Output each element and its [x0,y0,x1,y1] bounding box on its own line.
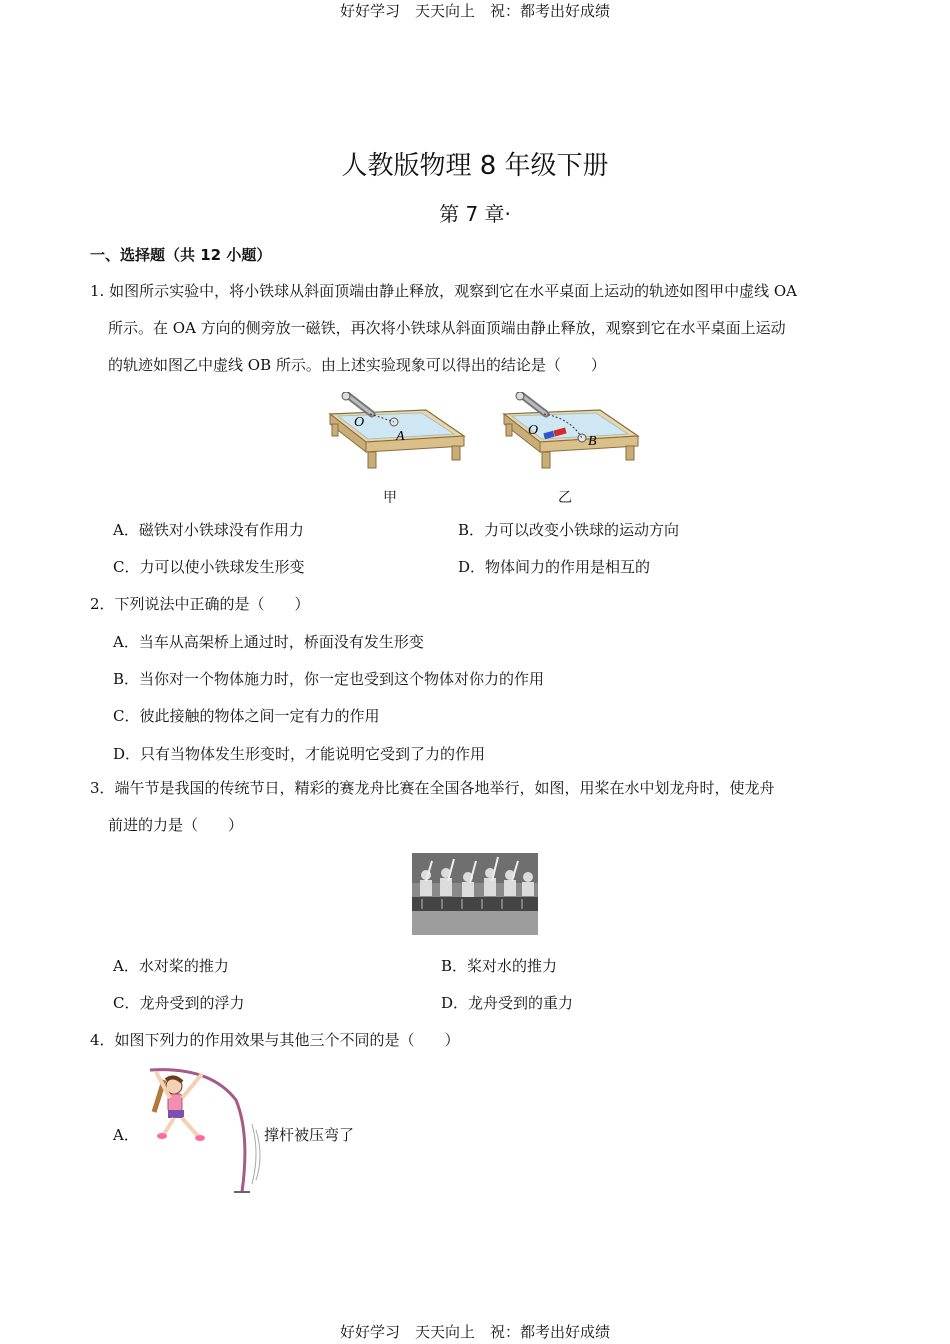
question-3 [90,770,870,844]
figure-caption-jia: 甲 [383,490,397,506]
question-1-line-1: 1. 如图所示实验中，将小铁球从斜面顶端由静止释放，观察到它在水平桌面上运动的轨迹如图甲中虚线 OA [90,282,797,300]
q2-option-b: B．当你对一个物体施力时，你一定也受到这个物体对你力的作用 [113,670,545,688]
point-label-o-2: O [528,423,539,438]
q2-option-d: D．只有当物体发生形变时，才能说明它受到了力的作用 [113,745,486,763]
q1-option-c: C．力可以使小铁球发生形变 [113,558,305,576]
q1-option-a: A．磁铁对小铁球没有作用力 [113,521,304,539]
ramp-table-figure-a [308,392,468,474]
question-3-line-1: 3．端午节是我国的传统节日，精彩的赛龙舟比赛在全国各地举行，如图，用桨在水中划龙舟时，使龙舟 [90,779,775,797]
q1-option-b: B．力可以改变小铁球的运动方向 [458,521,680,539]
ramp-table-figure-b [482,392,642,474]
page-title: 人教版物理 8 年级下册 [341,151,609,181]
page-footer: 好好学习 天天向上 祝：都考出好成绩 [339,1323,610,1341]
point-label-a: A [396,429,405,444]
q2-option-c: C．彼此接触的物体之间一定有力的作用 [113,707,380,725]
question-1-line-2: 所示。在 OA 方向的侧旁放一磁铁，再次将小铁球从斜面顶端由静止释放，观察到它在水平桌面上运动 [108,319,786,337]
figure-caption-yi: 乙 [558,490,572,506]
point-label-b: B [588,434,597,449]
question-1 [90,273,870,384]
q3-option-d: D．龙舟受到的重力 [441,994,574,1012]
q3-option-a: A．水对桨的推力 [113,957,229,975]
q4-option-a-text: 撑杆被压弯了 [264,1126,355,1144]
pole-vault-illustration [140,1064,264,1198]
section-heading: 一、选择题（共 12 小题） [90,246,272,264]
q1-option-d: D．物体间力的作用是相互的 [458,558,651,576]
question-2-stem: 2．下列说法中正确的是（ ） [90,595,310,613]
q3-option-c: C．龙舟受到的浮力 [113,994,245,1012]
page-header: 好好学习 天天向上 祝：都考出好成绩 [339,2,610,20]
question-1-line-3: 的轨迹如图乙中虚线 OB 所示。由上述实验现象可以得出的结论是（ ） [108,356,606,374]
page-subtitle: 第 7 章· [439,202,511,226]
dragon-boat-photo [412,853,538,935]
question-4-stem: 4．如图下列力的作用效果与其他三个不同的是（ ） [90,1031,460,1049]
q3-option-b: B．桨对水的推力 [441,957,558,975]
point-label-o: O [354,415,365,430]
question-3-line-2: 前进的力是（ ） [108,816,244,834]
q4-option-a-letter: A． [113,1126,139,1144]
q2-option-a: A．当车从高架桥上通过时，桥面没有发生形变 [113,633,424,651]
